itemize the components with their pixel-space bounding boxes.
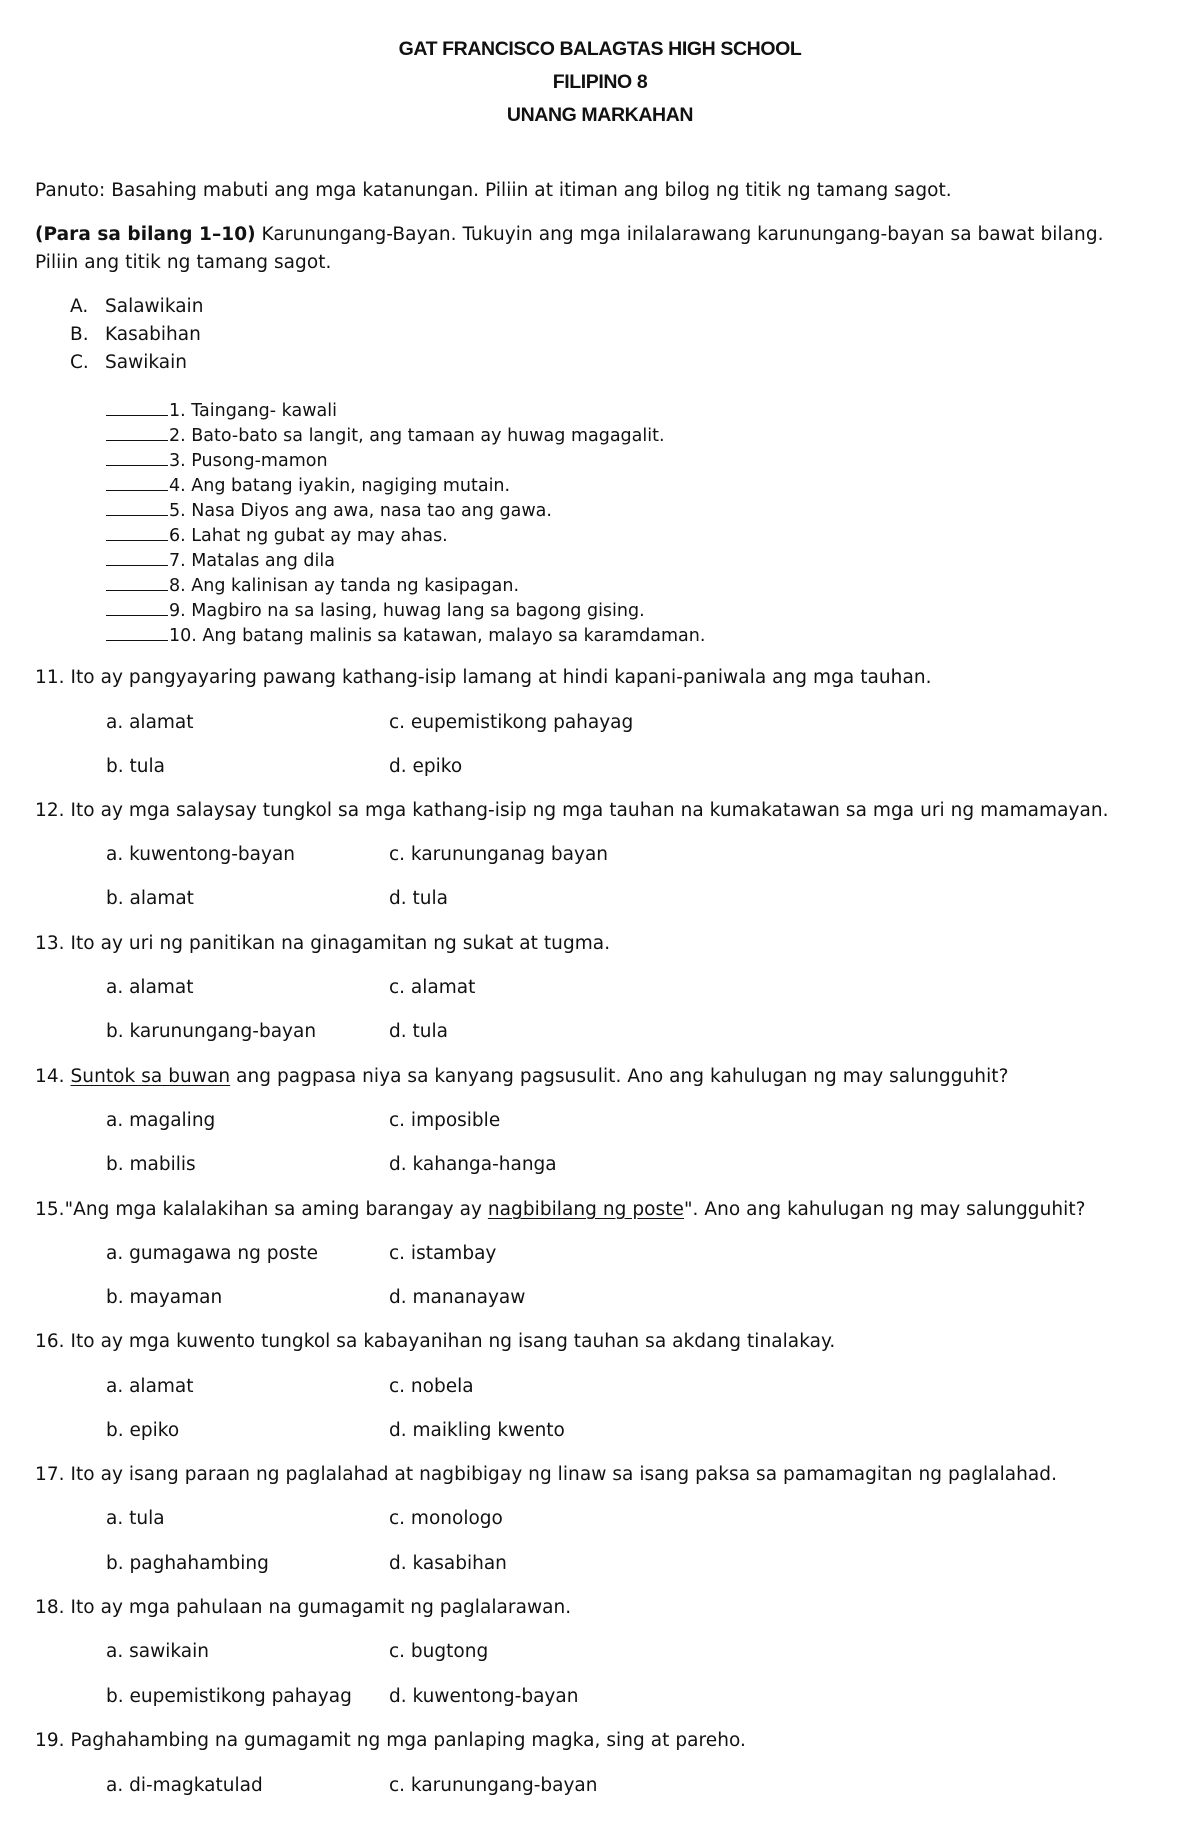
choice-b[interactable]: b. epiko <box>106 1420 180 1441</box>
item-line <box>106 448 328 473</box>
choice-d[interactable]: d. kuwentong-bayan <box>389 1686 579 1707</box>
underlined-phrase: Suntok sa buwan <box>70 1066 231 1087</box>
choice-c[interactable]: c. bugtong <box>389 1641 489 1662</box>
option-letter: A. <box>70 296 89 317</box>
choice-b[interactable]: b. paghahambing <box>106 1553 269 1574</box>
choice-c[interactable]: c. istambay <box>389 1243 497 1264</box>
choice-b[interactable]: b. eupemistikong pahayag <box>106 1686 352 1707</box>
choice-a[interactable]: a. di-magkatulad <box>106 1775 263 1796</box>
choice-b[interactable]: b. mayaman <box>106 1287 223 1308</box>
choice-d[interactable]: d. kasabihan <box>389 1553 507 1574</box>
item-line <box>106 573 519 598</box>
section-text: Karunungang-Bayan. Tukuyin ang mga inilalarawang karunungang-bayan sa bawat bilang. <box>255 224 1104 245</box>
choice-c[interactable]: c. alamat <box>389 977 476 998</box>
option-label: Kasabihan <box>105 324 201 345</box>
choice-a[interactable]: a. tula <box>106 1508 165 1529</box>
question-prefix: 15."Ang mga kalalakihan sa aming barangay ay <box>35 1199 488 1220</box>
choice-b[interactable]: b. tula <box>106 756 165 777</box>
question-14 <box>35 1066 1008 1087</box>
item-line <box>106 623 705 648</box>
choice-d[interactable]: d. tula <box>389 1021 448 1042</box>
answer-blank[interactable] <box>106 448 168 466</box>
item-text: 8. Ang kalinisan ay tanda ng kasipagan. <box>169 576 520 596</box>
option-letter: C. <box>70 352 89 373</box>
subject-title: FILIPINO 8 <box>552 71 648 93</box>
item-line <box>106 548 335 573</box>
answer-blank[interactable] <box>106 473 168 491</box>
item-line <box>106 473 510 498</box>
section-intro <box>35 224 1104 245</box>
question-19: 19. Paghahambing na gumagamit ng mga panlaping magka, sing at pareho. <box>35 1730 746 1751</box>
underlined-phrase: nagbibilang ng poste <box>487 1199 684 1220</box>
question-11: 11. Ito ay pangyayaring pawang kathang-isip lamang at hindi kapani-paniwala ang mga tauhan. <box>35 667 932 688</box>
question-13: 13. Ito ay uri ng panitikan na ginagamitan ng sukat at tugma. <box>35 933 611 954</box>
item-text: 2. Bato-bato sa langit, ang tamaan ay huwag magagalit. <box>169 426 665 446</box>
choice-d[interactable]: d. maikling kwento <box>389 1420 565 1441</box>
choice-a[interactable]: a. magaling <box>106 1110 216 1131</box>
question-17: 17. Ito ay isang paraan ng paglalahad at nagbibigay ng linaw sa isang paksa sa pamamagitan ng paglalahad. <box>35 1464 1058 1485</box>
option-label: Salawikain <box>105 296 204 317</box>
answer-blank[interactable] <box>106 623 168 641</box>
answer-blank[interactable] <box>106 548 168 566</box>
choice-a[interactable]: a. alamat <box>106 712 194 733</box>
question-15 <box>35 1199 1086 1220</box>
instructions: Panuto: Basahing mabuti ang mga katanungan. Piliin at itiman ang bilog ng titik ng tamang sagot. <box>35 180 952 201</box>
answer-blank[interactable] <box>106 523 168 541</box>
choice-c[interactable]: c. karunungang-bayan <box>389 1775 598 1796</box>
choice-a[interactable]: a. sawikain <box>106 1641 209 1662</box>
item-line <box>106 398 337 423</box>
item-text: 7. Matalas ang dila <box>169 551 335 571</box>
choice-b[interactable]: b. mabilis <box>106 1154 196 1175</box>
quarter-title: UNANG MARKAHAN <box>506 104 694 126</box>
choice-a[interactable]: a. gumagawa ng poste <box>106 1243 319 1264</box>
item-text: 4. Ang batang iyakin, nagiging mutain. <box>169 476 511 496</box>
item-line <box>106 523 448 548</box>
item-text: 6. Lahat ng gubat ay may ahas. <box>169 526 448 546</box>
answer-key-option <box>70 296 203 317</box>
choice-c[interactable]: c. nobela <box>389 1376 474 1397</box>
choice-c[interactable]: c. imposible <box>389 1110 501 1131</box>
choice-d[interactable]: d. epiko <box>389 756 463 777</box>
question-prefix: 14. <box>35 1066 71 1087</box>
item-line <box>106 598 645 623</box>
answer-blank[interactable] <box>106 423 168 441</box>
question-12: 12. Ito ay mga salaysay tungkol sa mga kathang-isip ng mga tauhan na kumakatawan sa mga uri ng mamamayan. <box>35 800 1109 821</box>
section-text-2: Piliin ang titik ng tamang sagot. <box>35 252 332 273</box>
item-text: 5. Nasa Diyos ang awa, nasa tao ang gawa. <box>169 501 552 521</box>
choice-a[interactable]: a. alamat <box>106 977 194 998</box>
item-line <box>106 423 665 448</box>
item-text: 3. Pusong-mamon <box>169 451 328 471</box>
choice-a[interactable]: a. alamat <box>106 1376 194 1397</box>
question-18: 18. Ito ay mga pahulaan na gumagamit ng paglalarawan. <box>35 1597 572 1618</box>
answer-blank[interactable] <box>106 498 168 516</box>
choice-d[interactable]: d. kahanga-hanga <box>389 1154 557 1175</box>
answer-key-option <box>70 324 201 345</box>
section-range: (Para sa bilang 1–10) <box>35 224 256 245</box>
option-label: Sawikain <box>105 352 187 373</box>
choice-d[interactable]: d. tula <box>389 888 448 909</box>
item-line <box>106 498 552 523</box>
question-rest: ". Ano ang kahulugan ng may salungguhit? <box>683 1199 1086 1220</box>
answer-key-option <box>70 352 187 373</box>
choice-c[interactable]: c. monologo <box>389 1508 503 1529</box>
choice-b[interactable]: b. alamat <box>106 888 194 909</box>
answer-blank[interactable] <box>106 573 168 591</box>
answer-blank[interactable] <box>106 398 168 416</box>
question-rest: ang pagpasa niya sa kanyang pagsusulit. Ano ang kahulugan ng may salungguhit? <box>230 1066 1009 1087</box>
item-text: 1. Taingang- kawali <box>169 401 337 421</box>
option-letter: B. <box>70 324 89 345</box>
choice-a[interactable]: a. kuwentong-bayan <box>106 844 296 865</box>
choice-d[interactable]: d. mananayaw <box>389 1287 526 1308</box>
answer-blank[interactable] <box>106 598 168 616</box>
question-16: 16. Ito ay mga kuwento tungkol sa kabayanihan ng isang tauhan sa akdang tinalakay. <box>35 1331 836 1352</box>
school-name: GAT FRANCISCO BALAGTAS HIGH SCHOOL <box>398 38 802 60</box>
item-text: 9. Magbiro na sa lasing, huwag lang sa bagong gising. <box>169 601 645 621</box>
choice-c[interactable]: c. karununganag bayan <box>389 844 609 865</box>
choice-b[interactable]: b. karunungang-bayan <box>106 1021 317 1042</box>
choice-c[interactable]: c. eupemistikong pahayag <box>389 712 634 733</box>
item-text: 10. Ang batang malinis sa katawan, malayo sa karamdaman. <box>169 626 706 646</box>
